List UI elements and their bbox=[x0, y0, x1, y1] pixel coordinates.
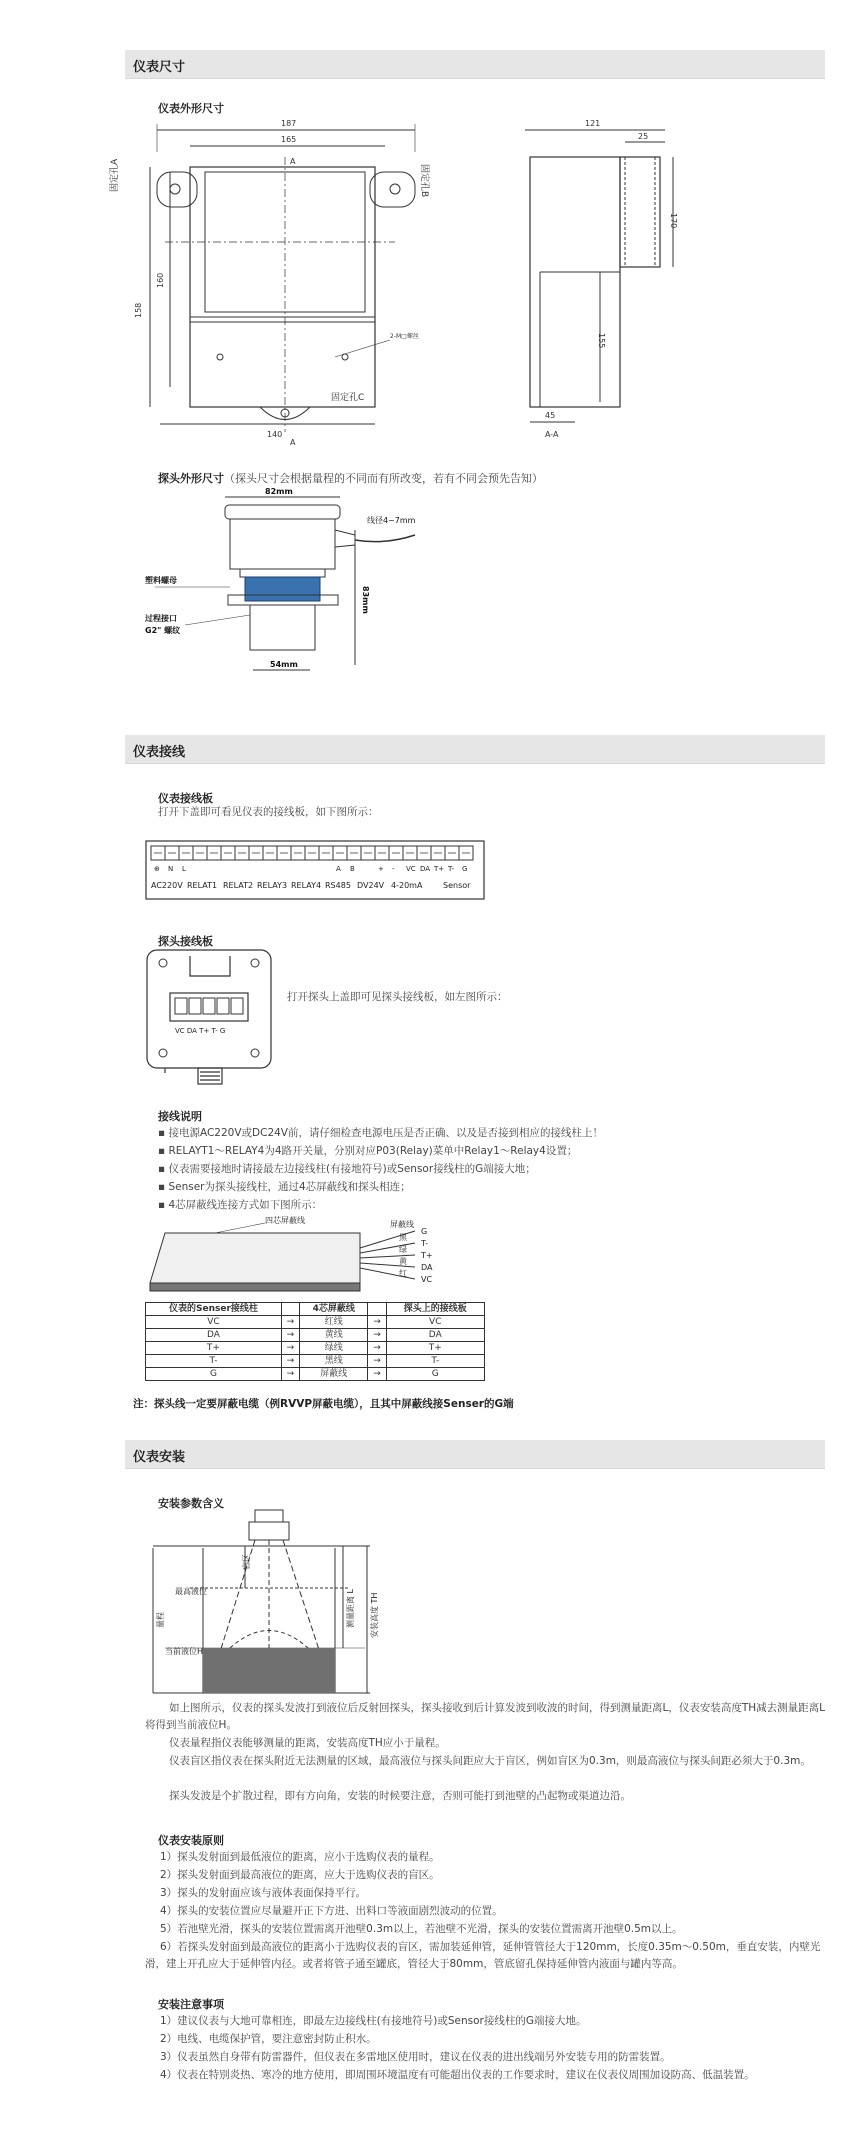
meter-dimension-drawing bbox=[110, 112, 805, 452]
terminal-top-label: VC bbox=[406, 865, 416, 873]
wiring-bullet-text: RELAYT1～RELAY4为4路开关量，分别对应P03(Relay)菜单中Relay1～Relay4设置； bbox=[168, 1145, 578, 1157]
wire-pin-label: T+ bbox=[421, 1251, 433, 1260]
probe-terminal-labels: VC DA T+ T- G bbox=[175, 1027, 226, 1035]
probe-terminal-screw bbox=[203, 998, 215, 1014]
wiring-bullet: ▪ RELAYT1～RELAY4为4路开关量，分别对应P03(Relay)菜单中Relay1～Relay4设置； bbox=[158, 1145, 578, 1157]
wiring-bullet-text: 仪表需要接地时请接最左边接线柱(有接地符号)或Sensor接线柱的G端接大地； bbox=[168, 1163, 536, 1175]
table-header-row bbox=[146, 1303, 485, 1316]
terminal-board-drawing bbox=[145, 840, 485, 900]
terminal-group-label: RELAY4 bbox=[291, 881, 322, 890]
dim-170: 170 bbox=[669, 213, 678, 229]
table-cell: 黄线 bbox=[300, 1329, 368, 1342]
terminal-top-label: DA bbox=[420, 865, 431, 873]
table-cell: → bbox=[368, 1329, 386, 1342]
terminal-group-label: Sensor bbox=[443, 881, 471, 890]
install-paragraph: 仪表量程指仪表能够测量的距离，安装高度TH应小于量程。 bbox=[169, 1737, 446, 1749]
dim-121: 121 bbox=[585, 119, 601, 128]
table-row bbox=[146, 1355, 485, 1368]
principles-title: 仪表安装原则 bbox=[158, 1834, 224, 1847]
terminal-top-label: B bbox=[350, 865, 355, 873]
probe-port-label: 过程接口 bbox=[145, 614, 177, 623]
terminal-group-label: RS485 bbox=[325, 881, 351, 890]
terminal-board-desc: 打开下盖即可看见仪表的接线板，如下图所示： bbox=[158, 806, 379, 818]
dim-165: 165 bbox=[281, 135, 297, 144]
terminal-top-label: L bbox=[182, 865, 186, 873]
table-cell: → bbox=[281, 1342, 299, 1355]
wiring-bullet: ▪ 4芯屏蔽线连接方式如下图所示： bbox=[158, 1199, 323, 1211]
principle-item: 3）探头的发射面应该与液体表面保持平行。 bbox=[160, 1887, 367, 1899]
wiring-bullet-text: 4芯屏蔽线连接方式如下图所示： bbox=[168, 1199, 323, 1211]
cable-title: 四芯屏蔽线 bbox=[265, 1216, 305, 1225]
probe-dimension-drawing bbox=[145, 485, 445, 685]
wire-color-label: 黑 bbox=[399, 1233, 407, 1242]
table-cell: → bbox=[281, 1316, 299, 1329]
section-mark-a-bottom: A bbox=[290, 438, 296, 447]
terminal-top-label: + bbox=[378, 865, 384, 873]
table-cell: → bbox=[281, 1355, 299, 1368]
wire-color-label: 屏蔽线 bbox=[390, 1220, 414, 1229]
table-header-cell bbox=[368, 1303, 386, 1316]
range-label: 量程 bbox=[156, 1612, 165, 1628]
table-cell: G bbox=[386, 1368, 484, 1381]
cable-connection-table bbox=[145, 1302, 485, 1381]
table-cell: → bbox=[368, 1316, 386, 1329]
principle-item: 1）探头发射面到最低液位的距离，应小于选购仪表的量程。 bbox=[160, 1851, 440, 1863]
current-level-label: 当前液位H bbox=[165, 1647, 204, 1656]
caution-item: 1）建议仪表与大地可靠相连，即最左边接线柱(有接地符号)或Sensor接线柱的G端接大地。 bbox=[160, 2015, 587, 2027]
caution-item: 3）仪表虽然自身带有防雷器件，但仪表在多雷地区使用时，建议在仪表的进出线端另外安装专用的防雷装置。 bbox=[160, 2051, 671, 2063]
probe-terminal-drawing bbox=[145, 948, 275, 1103]
wiring-bullet: ▪ 仪表需要接地时请接最左边接线柱(有接地符号)或Sensor接线柱的G端接大地； bbox=[158, 1163, 536, 1175]
probe-terminal-screw bbox=[189, 998, 201, 1014]
cable-drawing bbox=[145, 1213, 465, 1298]
table-row bbox=[146, 1368, 485, 1381]
wire-pin-label: VC bbox=[421, 1275, 433, 1284]
table-cell: DA bbox=[146, 1329, 282, 1342]
wiring-bullet-text: Senser为探头接线柱，通过4芯屏蔽线和探头相连； bbox=[168, 1181, 411, 1193]
dim-158: 158 bbox=[134, 302, 143, 318]
table-cell: T- bbox=[386, 1355, 484, 1368]
table-row bbox=[146, 1316, 485, 1329]
probe-nut-label: 塑料螺母 bbox=[145, 576, 177, 585]
install-paragraph: 如上图所示，仪表的探头发波打到液位后反射回探头，探头接收到后计算发波到收波的时间，得到测量距离L，仪表安装高度TH减去测量距离L将得到当前液位H。 bbox=[145, 1702, 826, 1731]
terminal-top-label: G bbox=[462, 865, 468, 873]
probe-dim-height: 83mm bbox=[361, 586, 370, 614]
principle-item: 6）若探头发射面到最高液位的距离小于选购仪表的盲区，需加装延伸管，延伸管管径大于120mm，长度0.35m～0.50m，垂直安装，内壁光滑，建上开孔应大于延伸管内径。或者将管子通至罐底，管径大于80mm，管底留孔保持延伸管内液面与罐内等高。 bbox=[145, 1941, 821, 1970]
table-cell: T+ bbox=[146, 1342, 282, 1355]
terminal-group-label: DV24V bbox=[357, 881, 385, 890]
probe-outline-title bbox=[158, 470, 543, 486]
terminal-group-label: AC220V bbox=[151, 881, 183, 890]
wire-color-label: 红 bbox=[399, 1269, 407, 1278]
wiring-bullet: ▪ Senser为探头接线柱，通过4芯屏蔽线和探头相连； bbox=[158, 1181, 411, 1193]
section-mark-a-top: A bbox=[290, 157, 296, 166]
wire-pin-label: DA bbox=[421, 1263, 433, 1272]
terminal-group-label: 4-20mA bbox=[391, 881, 423, 890]
table-cell: VC bbox=[146, 1316, 282, 1329]
hole-a-label: 固定孔A bbox=[110, 158, 120, 192]
probe-terminal-screw bbox=[175, 998, 187, 1014]
table-cell: → bbox=[368, 1342, 386, 1355]
table-header-cell bbox=[281, 1303, 299, 1316]
wiring-bullet-text: 接电源AC220V或DC24V前，请仔细检查电源电压是否正确、以及是否接到相应的接线柱上！ bbox=[168, 1127, 603, 1139]
section-title: 仪表接线 bbox=[133, 745, 186, 760]
table-row bbox=[146, 1342, 485, 1355]
principle-item: 4）探头的安装位置应尽量避开正下方进、出料口等液面剧烈波动的位置。 bbox=[160, 1905, 503, 1917]
terminal-group-label: RELAT2 bbox=[223, 881, 254, 890]
hole-c-label: 固定孔C bbox=[331, 393, 365, 403]
section-aa-label: A-A bbox=[545, 430, 559, 439]
install-paragraph: 探头发波是个扩散过程，即有方向角，安装的时候要注意，否则可能打到池壁的凸起物或渠道边沿。 bbox=[169, 1790, 631, 1802]
wire-pin-label: T- bbox=[421, 1239, 429, 1248]
table-cell: → bbox=[368, 1368, 386, 1381]
install-parameter-drawing bbox=[145, 1508, 395, 1698]
terminal-group-label: RELAY3 bbox=[257, 881, 288, 890]
distance-label: 测量距离 L bbox=[346, 1589, 355, 1628]
principle-item: 5）若池壁光滑，探头的安装位置需离开池壁0.3m以上，若池壁不光滑，探头的安装位置需离开池壁0.5m以上。 bbox=[160, 1923, 683, 1935]
probe-board-title: 探头接线板 bbox=[158, 935, 213, 948]
dim-187: 187 bbox=[281, 119, 297, 128]
table-cell: 红线 bbox=[300, 1316, 368, 1329]
shield-cable-note: 注：探头线一定要屏蔽电缆（例RVVP屏蔽电缆），且其中屏蔽线接Senser的G端 bbox=[133, 1398, 514, 1410]
terminal-group-label: RELAT1 bbox=[187, 881, 218, 890]
height-label: 安装高度 TH bbox=[370, 1592, 379, 1638]
probe-outline-note: （探头尺寸会根据量程的不同而有所改变，若有不同会预先告知） bbox=[224, 472, 543, 485]
screw-label: 2-M□螺丝 bbox=[390, 333, 419, 340]
principle-item: 2）探头发射面到最高液位的距离，应大于选购仪表的盲区。 bbox=[160, 1869, 440, 1881]
caution-item: 2）电线、电缆保护管，要注意密封防止积水。 bbox=[160, 2033, 377, 2045]
terminal-top-label: A bbox=[336, 865, 341, 873]
probe-thread-label: G2" 螺纹 bbox=[145, 626, 181, 635]
table-cell: → bbox=[281, 1329, 299, 1342]
wiring-notes-title: 接线说明 bbox=[158, 1110, 202, 1123]
dim-45: 45 bbox=[545, 411, 556, 420]
section-title: 仪表安装 bbox=[133, 1450, 186, 1465]
probe-board-desc: 打开探头上盖即可见探头接线板，如左图所示： bbox=[287, 991, 508, 1003]
probe-dim-54: 54mm bbox=[270, 660, 298, 669]
cautions-title: 安装注意事项 bbox=[158, 1998, 224, 2011]
max-level-label: 最高液位 bbox=[175, 1587, 207, 1596]
terminal-top-label: - bbox=[392, 865, 395, 873]
meter-outline-title: 仪表外形尺寸 bbox=[158, 102, 224, 115]
table-cell: 黑线 bbox=[300, 1355, 368, 1368]
table-cell: DA bbox=[386, 1329, 484, 1342]
probe-dim-82: 82mm bbox=[265, 487, 293, 496]
terminal-top-label: T+ bbox=[434, 865, 445, 873]
terminal-top-label: ⊕ bbox=[154, 865, 160, 873]
table-header-cell: 探头上的接线板 bbox=[386, 1303, 484, 1316]
blind-zone-label: 盲区 bbox=[242, 1554, 251, 1570]
dim-160: 160 bbox=[156, 272, 165, 288]
section-title: 仪表尺寸 bbox=[133, 60, 186, 75]
wire-pin-label: G bbox=[421, 1227, 428, 1236]
dim-155: 155 bbox=[597, 333, 606, 349]
probe-terminal-screw bbox=[231, 998, 243, 1014]
wiring-bullet: ▪ 接电源AC220V或DC24V前，请仔细检查电源电压是否正确、以及是否接到相应的接线柱上！ bbox=[158, 1127, 603, 1139]
table-row bbox=[146, 1329, 485, 1342]
probe-outline-title-text: 探头外形尺寸 bbox=[158, 472, 224, 485]
table-cell: T+ bbox=[386, 1342, 484, 1355]
terminal-board-title: 仪表接线板 bbox=[158, 792, 213, 805]
table-cell: → bbox=[281, 1368, 299, 1381]
section-header-dimensions bbox=[125, 50, 825, 79]
table-cell: 绿线 bbox=[300, 1342, 368, 1355]
install-paragraph: 仪表盲区指仪表在探头附近无法测量的区域，最高液位与探头间距应大于盲区，例如盲区为0.3m，则最高液位与探头间距必须大于0.3m。 bbox=[169, 1755, 811, 1767]
table-header-cell: 4芯屏蔽线 bbox=[300, 1303, 368, 1316]
table-cell: G bbox=[146, 1368, 282, 1381]
terminal-top-label: N bbox=[168, 865, 174, 873]
probe-terminal-screw bbox=[217, 998, 229, 1014]
terminal-top-label: T- bbox=[448, 865, 455, 873]
dim-140: 140 bbox=[267, 430, 283, 439]
caution-item: 4）仪表在特别炎热、寒冷的地方使用，即周围环境温度有可能超出仪表的工作要求时，建议在仪表仪周围加设防高、低温装置。 bbox=[160, 2069, 755, 2081]
wire-color-label: 绿 bbox=[399, 1245, 407, 1254]
table-cell: → bbox=[368, 1355, 386, 1368]
dim-25: 25 bbox=[638, 132, 649, 141]
hole-b-label: 固定孔B bbox=[419, 164, 429, 198]
table-cell: T- bbox=[146, 1355, 282, 1368]
install-param-title: 安装参数含义 bbox=[158, 1497, 224, 1510]
section-header-wiring bbox=[125, 735, 825, 764]
probe-cable-label: 线径4~7mm bbox=[367, 516, 416, 525]
table-cell: 屏蔽线 bbox=[300, 1368, 368, 1381]
wire-color-label: 黄 bbox=[399, 1257, 407, 1266]
table-cell: VC bbox=[386, 1316, 484, 1329]
section-header-install bbox=[125, 1440, 825, 1469]
table-header-cell: 仪表的Senser接线柱 bbox=[146, 1303, 282, 1316]
